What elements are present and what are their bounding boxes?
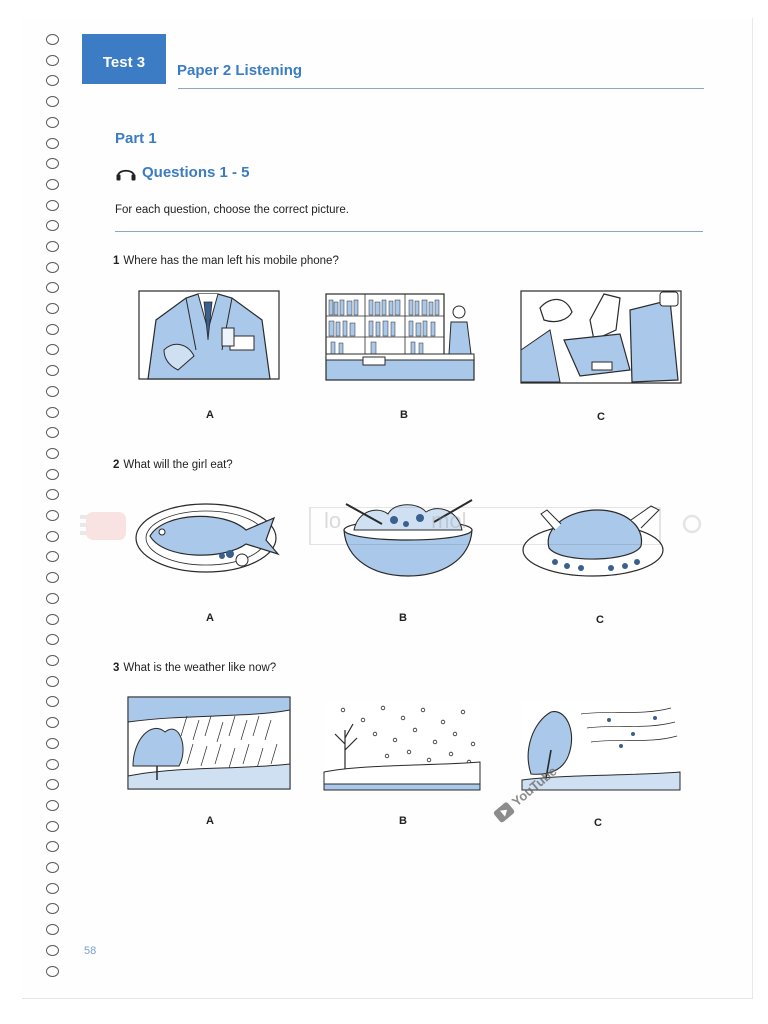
question-1-text: Where has the man left his mobile phone? xyxy=(123,255,339,267)
binding-ring xyxy=(46,924,59,935)
binding-ring xyxy=(46,593,59,604)
binding-ring xyxy=(46,365,59,376)
picture-1b-library-desk[interactable] xyxy=(325,292,483,382)
question-1-number: 1 xyxy=(113,255,120,267)
watermark-search-suffix: mol xyxy=(431,508,467,533)
youtube-watermark-label: YouTube xyxy=(508,763,560,810)
question-1 xyxy=(113,255,339,267)
question-2-number: 2 xyxy=(113,459,120,471)
test-label-tab xyxy=(82,34,166,84)
binding-ring xyxy=(46,634,59,645)
page-number: 58 xyxy=(84,945,97,957)
binding-ring xyxy=(46,220,59,231)
picture-3b-snow[interactable] xyxy=(323,700,481,792)
q2-option-a[interactable]: A xyxy=(206,612,214,624)
binding-ring xyxy=(46,759,59,770)
q3-option-b[interactable]: B xyxy=(399,815,407,827)
binding-ring xyxy=(46,531,59,542)
part-title: Part 1 xyxy=(115,130,157,147)
binding-ring xyxy=(46,489,59,500)
binding-ring xyxy=(46,738,59,749)
binding-ring xyxy=(46,696,59,707)
binding-ring xyxy=(46,344,59,355)
binding-ring xyxy=(46,903,59,914)
questions-heading xyxy=(115,164,250,181)
binding-ring xyxy=(46,966,59,977)
binding-ring xyxy=(46,717,59,728)
binding-ring xyxy=(46,779,59,790)
binding-ring xyxy=(46,614,59,625)
q3-option-a[interactable]: A xyxy=(206,815,214,827)
binding-ring xyxy=(46,158,59,169)
binding-ring xyxy=(46,883,59,894)
questions-heading-text: Questions 1 - 5 xyxy=(142,164,250,181)
instruction-divider xyxy=(115,231,703,232)
test-label: Test 3 xyxy=(102,53,146,71)
binding-ring xyxy=(46,676,59,687)
binding-ring xyxy=(46,179,59,190)
binding-ring xyxy=(46,945,59,956)
binding-ring xyxy=(46,510,59,521)
binding-ring xyxy=(46,386,59,397)
question-2-text: What will the girl eat? xyxy=(123,459,233,471)
spiral-binding xyxy=(44,34,64,984)
binding-ring xyxy=(46,841,59,852)
question-3 xyxy=(113,662,276,674)
binding-ring xyxy=(46,427,59,438)
q2-option-b[interactable]: B xyxy=(399,612,407,624)
watermark-search-prefix: lo xyxy=(324,508,342,533)
q1-option-c[interactable]: C xyxy=(597,411,605,423)
header-divider xyxy=(178,88,704,89)
question-3-text: What is the weather like now? xyxy=(123,662,277,674)
paper-title: Paper 2 Listening xyxy=(177,62,303,79)
binding-ring xyxy=(46,262,59,273)
binding-ring xyxy=(46,324,59,335)
binding-ring xyxy=(46,800,59,811)
question-2 xyxy=(113,459,233,471)
binding-ring xyxy=(46,655,59,666)
binding-ring xyxy=(46,469,59,480)
binding-ring xyxy=(46,96,59,107)
binding-ring xyxy=(46,241,59,252)
picture-3a-rain[interactable] xyxy=(127,696,291,790)
binding-ring xyxy=(46,34,59,45)
binding-ring xyxy=(46,572,59,583)
binding-ring xyxy=(46,282,59,293)
binding-ring xyxy=(46,821,59,832)
q3-option-c[interactable]: C xyxy=(594,817,602,829)
headphones-icon xyxy=(115,165,137,181)
picture-1c-car-seat[interactable] xyxy=(520,290,682,384)
binding-ring xyxy=(46,117,59,128)
watermark-search-text xyxy=(324,508,467,534)
binding-ring xyxy=(46,200,59,211)
binding-ring xyxy=(46,138,59,149)
q1-option-b[interactable]: B xyxy=(400,409,408,421)
binding-ring xyxy=(46,448,59,459)
q1-option-a[interactable]: A xyxy=(206,409,214,421)
picture-1a-jacket-pocket[interactable] xyxy=(138,290,280,380)
binding-ring xyxy=(46,75,59,86)
question-3-number: 3 xyxy=(113,662,120,674)
binding-ring xyxy=(46,551,59,562)
instruction-text: For each question, choose the correct picture. xyxy=(115,204,349,216)
binding-ring xyxy=(46,862,59,873)
binding-ring xyxy=(46,303,59,314)
q2-option-c[interactable]: C xyxy=(596,614,604,626)
binding-ring xyxy=(46,407,59,418)
binding-ring xyxy=(46,55,59,66)
